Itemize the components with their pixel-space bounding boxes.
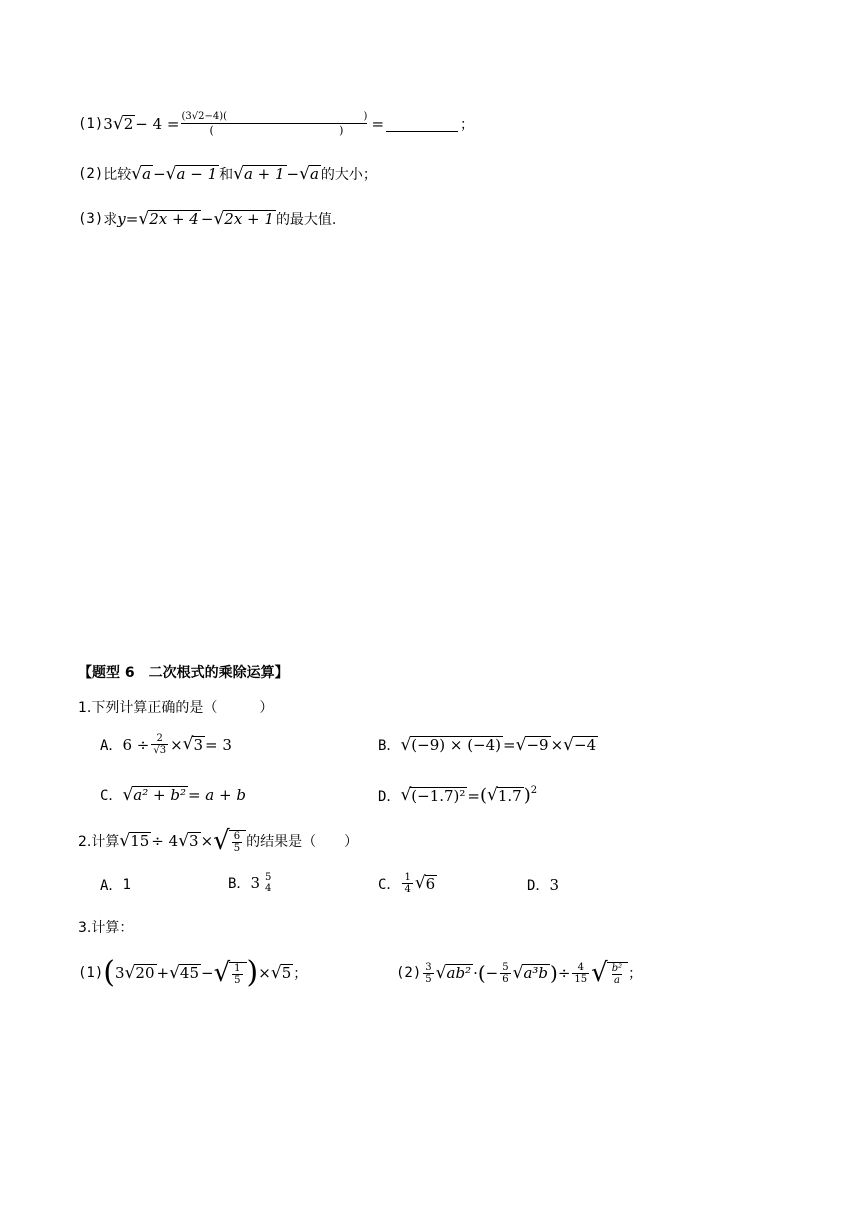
times: × [200, 832, 214, 850]
radical: √ (−9) × (−4) [400, 734, 502, 755]
text: 求 [103, 212, 118, 228]
radical: √ −9 [515, 734, 549, 755]
radical: √ 5 [270, 962, 292, 983]
equals: = [371, 115, 385, 134]
paren: ) [523, 785, 531, 806]
item-label: (3) [78, 211, 104, 227]
text: 的结果是（ ） [246, 834, 359, 850]
q2-stem [78, 828, 358, 854]
left-paren: ( [477, 961, 486, 985]
q1-option-b[interactable] [378, 735, 598, 755]
option-label: C． [100, 788, 123, 804]
q1-option-d[interactable] [378, 785, 537, 806]
result: = 3 [205, 735, 232, 754]
item-label: (1) [78, 116, 104, 133]
times: × [170, 735, 183, 754]
equals: = [467, 786, 480, 805]
paren: ( [480, 785, 488, 806]
fraction: $\frac{5}{6}$ [502, 961, 509, 985]
right-paren: ) [550, 961, 558, 985]
expr: 6 ÷ [122, 735, 150, 754]
radical: √ a [131, 163, 152, 184]
radical: √ −4 [563, 734, 597, 755]
q1-option-a[interactable] [100, 733, 232, 756]
result: = a + b [187, 786, 246, 804]
fraction: $\frac{2}{√3}$ [153, 733, 167, 756]
q3-stem: 3.计算： [78, 920, 134, 936]
times: × [258, 964, 271, 982]
coef: 3 [103, 115, 113, 134]
radical: √ (−1.7)² [400, 785, 466, 806]
radical: √ ab² [435, 962, 472, 983]
text: 和 [219, 167, 234, 183]
equals: = [125, 210, 139, 228]
radical: √ 15 [119, 830, 150, 851]
radical: √ 2x + 4 [138, 208, 199, 229]
item-1 [78, 110, 474, 138]
radical: √ 45 [169, 962, 200, 983]
item-2 [78, 164, 377, 184]
minus: − [201, 964, 214, 982]
text: 2.计算 [78, 834, 120, 850]
text: 的大小； [320, 167, 377, 183]
end-mark: ； [293, 966, 308, 982]
minus: − [200, 210, 214, 228]
radical: √ 3 [178, 830, 199, 851]
text: 的最大值. [275, 212, 337, 228]
part-label: (2) [396, 965, 422, 981]
option-label: C． [378, 876, 401, 893]
exponent: 2 [530, 785, 538, 796]
radical: √ a [299, 163, 319, 184]
minus: − [153, 165, 166, 183]
radical-fraction: √ $\frac{\text{b²}}{a}$ [591, 960, 628, 986]
radical: √ 2x + 1 [213, 208, 274, 229]
minus: − [286, 165, 300, 183]
lhs-minus: − 4 = [135, 115, 180, 134]
option-label: B． [378, 738, 401, 754]
radical: √ 2 [112, 113, 134, 134]
radical: √ 1.7 [487, 785, 522, 806]
end-mark: ； [460, 117, 475, 134]
section-title: 【题型 6 二次根式的乘除运算】 [78, 665, 289, 681]
q1-option-c[interactable] [100, 785, 246, 805]
text: 比较 [103, 167, 132, 183]
q2-option-a[interactable] [100, 875, 131, 895]
option-label: D． [527, 878, 550, 894]
times: × [550, 736, 564, 754]
plus: + [156, 964, 170, 982]
radical-fraction: √ $\frac{1}{5}$ [214, 960, 247, 986]
option-label: A． [100, 878, 123, 894]
option-label: B． [228, 876, 251, 892]
q2-option-d[interactable] [527, 875, 559, 895]
item-label: (2) [78, 166, 104, 182]
q2-option-c[interactable] [378, 872, 437, 895]
divide: ÷ [557, 964, 571, 982]
fraction: $\frac{3}{5}$ [425, 961, 432, 985]
divide: ÷ 4 [151, 832, 179, 850]
radical: √ a² + b² [122, 784, 186, 805]
fraction: 5 4 [264, 872, 272, 894]
dot: · [473, 964, 478, 982]
option-value: 1 [122, 877, 131, 893]
item-3 [78, 209, 336, 229]
fill-fraction: (3√2−4)( ) ( ) [181, 111, 368, 137]
answer-blank[interactable] [386, 117, 458, 132]
radical: √ 6 [414, 873, 436, 894]
q3-part-2 [396, 960, 642, 986]
option-label: A． [100, 737, 123, 754]
fraction: $\frac{4}{15}$ [574, 961, 588, 985]
radical: √ 20 [124, 962, 155, 983]
radical: √ a − 1 [165, 163, 218, 184]
option-value: 3 [549, 876, 559, 894]
q2-option-b[interactable] [228, 872, 275, 894]
radical: √ a³b [512, 962, 549, 983]
q3-part-1 [78, 955, 308, 990]
neg: − [485, 964, 499, 982]
radical: √ a + 1 [233, 163, 285, 184]
option-label: D． [378, 788, 401, 805]
equals: = [503, 736, 516, 754]
radical-fraction: √ $\frac{6}{5}$ [213, 828, 246, 854]
var-y: y [117, 210, 126, 228]
end-mark: ； [628, 966, 643, 982]
q1-stem: 1.下列计算正确的是（ ） [78, 700, 274, 716]
fraction: $\frac{1}{4}$ [404, 872, 411, 895]
radical: √ 3 [182, 734, 204, 755]
part-label: (1) [78, 965, 104, 981]
left-paren: ( [103, 955, 116, 990]
right-paren: ) [246, 955, 259, 990]
coef: 3 [115, 964, 125, 982]
whole: 3 [250, 874, 260, 892]
